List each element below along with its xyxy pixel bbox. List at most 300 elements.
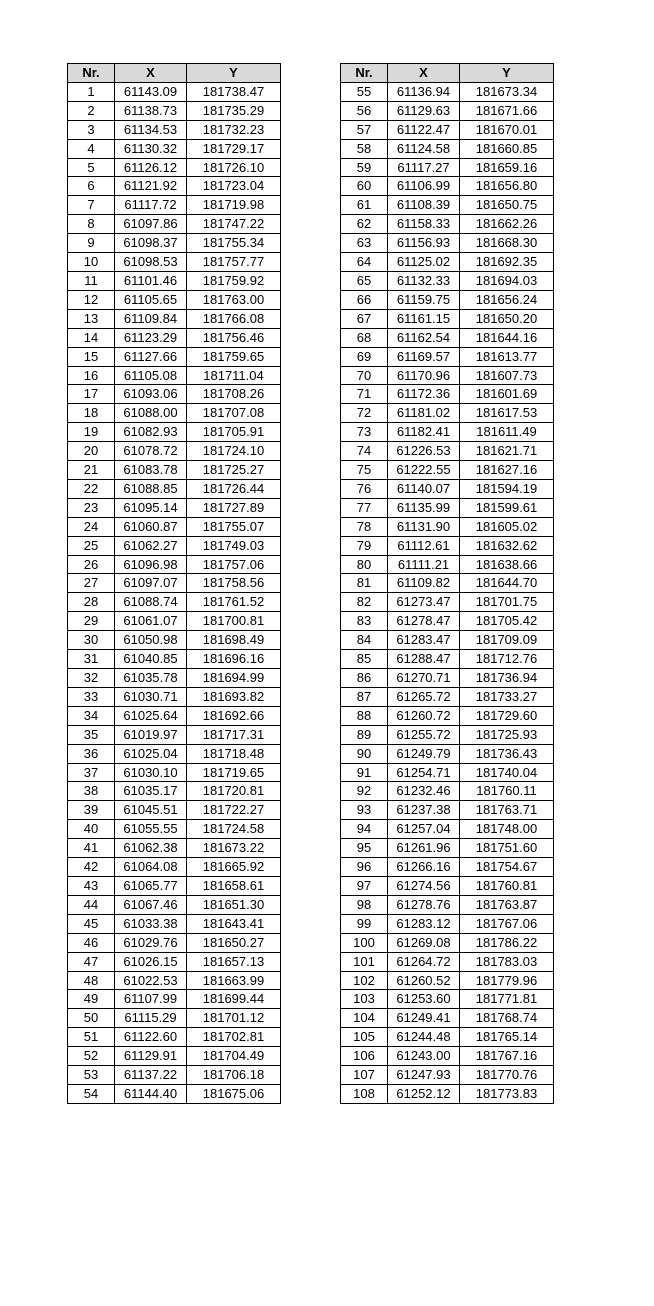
cell-nr: 60: [341, 177, 388, 196]
table-row: [68, 290, 281, 309]
table-row: [341, 706, 554, 725]
cell-nr: 95: [341, 839, 388, 858]
header-row: [341, 64, 554, 83]
cell-y: 181665.92: [187, 858, 281, 877]
cell-x: 61270.71: [388, 669, 460, 688]
cell-y: 181768.74: [460, 1009, 554, 1028]
cell-y: 181605.02: [460, 517, 554, 536]
cell-y: 181692.35: [460, 253, 554, 272]
table-row: [68, 536, 281, 555]
table-row: [341, 82, 554, 101]
cell-y: 181718.48: [187, 744, 281, 763]
cell-nr: 2: [68, 101, 115, 120]
table-row: [68, 990, 281, 1009]
cell-nr: 91: [341, 763, 388, 782]
table-body-left: [68, 82, 281, 1103]
cell-nr: 72: [341, 404, 388, 423]
cell-nr: 17: [68, 385, 115, 404]
cell-y: 181670.01: [460, 120, 554, 139]
cell-x: 61159.75: [388, 290, 460, 309]
cell-y: 181755.07: [187, 517, 281, 536]
cell-x: 61124.58: [388, 139, 460, 158]
coordinates-table-left: [67, 63, 281, 1104]
cell-nr: 28: [68, 593, 115, 612]
cell-y: 181632.62: [460, 536, 554, 555]
table-row: [68, 271, 281, 290]
cell-y: 181724.58: [187, 820, 281, 839]
table-row: [68, 971, 281, 990]
cell-x: 61117.27: [388, 158, 460, 177]
cell-nr: 57: [341, 120, 388, 139]
cell-x: 61064.08: [115, 858, 187, 877]
header-y: Y: [187, 64, 281, 83]
table-row: [341, 839, 554, 858]
table-row: [68, 895, 281, 914]
cell-nr: 41: [68, 839, 115, 858]
table-row: [68, 366, 281, 385]
cell-nr: 88: [341, 706, 388, 725]
table-row: [68, 650, 281, 669]
cell-x: 61101.46: [115, 271, 187, 290]
header-row: [68, 64, 281, 83]
table-row: [341, 479, 554, 498]
table-row: [68, 876, 281, 895]
cell-y: 181656.24: [460, 290, 554, 309]
cell-x: 61127.66: [115, 347, 187, 366]
cell-nr: 62: [341, 215, 388, 234]
table-row: [68, 498, 281, 517]
cell-nr: 70: [341, 366, 388, 385]
cell-y: 181705.91: [187, 423, 281, 442]
cell-nr: 97: [341, 876, 388, 895]
cell-x: 61172.36: [388, 385, 460, 404]
table-row: [68, 120, 281, 139]
cell-nr: 83: [341, 612, 388, 631]
header-x: X: [388, 64, 460, 83]
cell-x: 61088.00: [115, 404, 187, 423]
cell-y: 181766.08: [187, 309, 281, 328]
cell-x: 61266.16: [388, 858, 460, 877]
cell-y: 181601.69: [460, 385, 554, 404]
cell-nr: 14: [68, 328, 115, 347]
table-row: [341, 1028, 554, 1047]
table-row: [68, 593, 281, 612]
table-row: [68, 1084, 281, 1103]
cell-y: 181644.70: [460, 574, 554, 593]
cell-x: 61062.38: [115, 839, 187, 858]
cell-x: 61097.86: [115, 215, 187, 234]
cell-nr: 15: [68, 347, 115, 366]
table-row: [341, 914, 554, 933]
cell-nr: 104: [341, 1009, 388, 1028]
table-row: [341, 952, 554, 971]
cell-x: 61260.72: [388, 706, 460, 725]
table-row: [68, 158, 281, 177]
cell-x: 61222.55: [388, 461, 460, 480]
table-row: [341, 309, 554, 328]
cell-y: 181722.27: [187, 801, 281, 820]
cell-y: 181643.41: [187, 914, 281, 933]
cell-x: 61181.02: [388, 404, 460, 423]
cell-nr: 51: [68, 1028, 115, 1047]
cell-nr: 26: [68, 555, 115, 574]
cell-y: 181712.76: [460, 650, 554, 669]
table-row: [341, 669, 554, 688]
table-row: [68, 706, 281, 725]
cell-y: 181673.22: [187, 839, 281, 858]
cell-y: 181723.04: [187, 177, 281, 196]
table-row: [341, 1066, 554, 1085]
cell-y: 181599.61: [460, 498, 554, 517]
cell-y: 181696.16: [187, 650, 281, 669]
table-row: [341, 366, 554, 385]
cell-nr: 107: [341, 1066, 388, 1085]
cell-nr: 34: [68, 706, 115, 725]
cell-y: 181771.81: [460, 990, 554, 1009]
cell-y: 181747.22: [187, 215, 281, 234]
cell-x: 61138.73: [115, 101, 187, 120]
cell-x: 61065.77: [115, 876, 187, 895]
cell-y: 181644.16: [460, 328, 554, 347]
cell-y: 181671.66: [460, 101, 554, 120]
cell-nr: 11: [68, 271, 115, 290]
table-row: [68, 574, 281, 593]
table-row: [68, 101, 281, 120]
table-row: [341, 687, 554, 706]
cell-y: 181738.47: [187, 82, 281, 101]
cell-nr: 74: [341, 442, 388, 461]
table-row: [341, 933, 554, 952]
cell-x: 61261.96: [388, 839, 460, 858]
table-row: [341, 385, 554, 404]
cell-y: 181767.06: [460, 914, 554, 933]
table-row: [68, 234, 281, 253]
cell-x: 61033.38: [115, 914, 187, 933]
cell-y: 181658.61: [187, 876, 281, 895]
cell-x: 61106.99: [388, 177, 460, 196]
cell-x: 61025.64: [115, 706, 187, 725]
table-row: [341, 404, 554, 423]
header-y: Y: [460, 64, 554, 83]
cell-x: 61095.14: [115, 498, 187, 517]
cell-x: 61170.96: [388, 366, 460, 385]
table-row: [68, 196, 281, 215]
table-row: [68, 423, 281, 442]
cell-x: 61040.85: [115, 650, 187, 669]
cell-x: 61237.38: [388, 801, 460, 820]
table-row: [68, 479, 281, 498]
cell-y: 181733.27: [460, 687, 554, 706]
cell-y: 181650.27: [187, 933, 281, 952]
table-row: [68, 461, 281, 480]
table-row: [68, 253, 281, 272]
table-row: [68, 215, 281, 234]
cell-nr: 38: [68, 782, 115, 801]
cell-nr: 94: [341, 820, 388, 839]
cell-nr: 59: [341, 158, 388, 177]
cell-nr: 64: [341, 253, 388, 272]
table-row: [341, 461, 554, 480]
cell-y: 181707.08: [187, 404, 281, 423]
cell-y: 181711.04: [187, 366, 281, 385]
cell-y: 181719.65: [187, 763, 281, 782]
cell-x: 61249.79: [388, 744, 460, 763]
table-row: [68, 914, 281, 933]
cell-x: 61096.98: [115, 555, 187, 574]
cell-y: 181773.83: [460, 1084, 554, 1103]
cell-y: 181760.81: [460, 876, 554, 895]
table-row: [68, 933, 281, 952]
cell-nr: 10: [68, 253, 115, 272]
table-row: [68, 1066, 281, 1085]
cell-nr: 3: [68, 120, 115, 139]
cell-x: 61122.60: [115, 1028, 187, 1047]
cell-nr: 36: [68, 744, 115, 763]
cell-x: 61161.15: [388, 309, 460, 328]
table-row: [341, 858, 554, 877]
cell-y: 181763.00: [187, 290, 281, 309]
table-row: [68, 309, 281, 328]
cell-x: 61255.72: [388, 725, 460, 744]
cell-x: 61121.92: [115, 177, 187, 196]
cell-nr: 73: [341, 423, 388, 442]
cell-nr: 43: [68, 876, 115, 895]
cell-y: 181760.11: [460, 782, 554, 801]
cell-nr: 22: [68, 479, 115, 498]
table-body-right: [341, 82, 554, 1103]
cell-x: 61025.04: [115, 744, 187, 763]
cell-x: 61260.52: [388, 971, 460, 990]
cell-x: 61035.78: [115, 669, 187, 688]
cell-x: 61247.93: [388, 1066, 460, 1085]
cell-nr: 78: [341, 517, 388, 536]
cell-y: 181751.60: [460, 839, 554, 858]
table-row: [341, 876, 554, 895]
cell-y: 181704.49: [187, 1047, 281, 1066]
cell-nr: 106: [341, 1047, 388, 1066]
cell-nr: 93: [341, 801, 388, 820]
cell-x: 61135.99: [388, 498, 460, 517]
cell-nr: 29: [68, 612, 115, 631]
cell-nr: 61: [341, 196, 388, 215]
cell-nr: 99: [341, 914, 388, 933]
cell-y: 181594.19: [460, 479, 554, 498]
cell-nr: 52: [68, 1047, 115, 1066]
cell-nr: 31: [68, 650, 115, 669]
cell-nr: 68: [341, 328, 388, 347]
cell-nr: 23: [68, 498, 115, 517]
cell-nr: 48: [68, 971, 115, 990]
table-row: [341, 442, 554, 461]
cell-nr: 30: [68, 631, 115, 650]
table-row: [68, 725, 281, 744]
cell-y: 181767.16: [460, 1047, 554, 1066]
cell-nr: 87: [341, 687, 388, 706]
cell-nr: 100: [341, 933, 388, 952]
cell-x: 61115.29: [115, 1009, 187, 1028]
table-row: [341, 650, 554, 669]
table-row: [68, 517, 281, 536]
cell-nr: 39: [68, 801, 115, 820]
cell-y: 181758.56: [187, 574, 281, 593]
cell-y: 181765.14: [460, 1028, 554, 1047]
cell-x: 61158.33: [388, 215, 460, 234]
cell-nr: 7: [68, 196, 115, 215]
table-row: [341, 347, 554, 366]
cell-x: 61088.74: [115, 593, 187, 612]
cell-x: 61108.39: [388, 196, 460, 215]
cell-x: 61045.51: [115, 801, 187, 820]
cell-nr: 42: [68, 858, 115, 877]
cell-nr: 66: [341, 290, 388, 309]
cell-nr: 16: [68, 366, 115, 385]
cell-nr: 92: [341, 782, 388, 801]
table-row: [341, 101, 554, 120]
cell-y: 181724.10: [187, 442, 281, 461]
cell-nr: 102: [341, 971, 388, 990]
cell-y: 181720.81: [187, 782, 281, 801]
table-row: [68, 763, 281, 782]
cell-nr: 24: [68, 517, 115, 536]
table-row: [68, 744, 281, 763]
table-row: [68, 631, 281, 650]
cell-nr: 9: [68, 234, 115, 253]
cell-y: 181673.34: [460, 82, 554, 101]
cell-y: 181748.00: [460, 820, 554, 839]
header-nr: Nr.: [341, 64, 388, 83]
cell-x: 61254.71: [388, 763, 460, 782]
cell-y: 181779.96: [460, 971, 554, 990]
cell-x: 61060.87: [115, 517, 187, 536]
cell-x: 61105.08: [115, 366, 187, 385]
coordinates-table-right: [340, 63, 554, 1104]
cell-x: 61123.29: [115, 328, 187, 347]
cell-nr: 80: [341, 555, 388, 574]
cell-y: 181668.30: [460, 234, 554, 253]
cell-nr: 45: [68, 914, 115, 933]
cell-x: 61055.55: [115, 820, 187, 839]
cell-x: 61278.47: [388, 612, 460, 631]
cell-y: 181736.94: [460, 669, 554, 688]
table-row: [341, 782, 554, 801]
cell-nr: 20: [68, 442, 115, 461]
cell-nr: 49: [68, 990, 115, 1009]
table-row: [68, 820, 281, 839]
cell-x: 61252.12: [388, 1084, 460, 1103]
cell-nr: 84: [341, 631, 388, 650]
cell-nr: 90: [341, 744, 388, 763]
cell-x: 61093.06: [115, 385, 187, 404]
cell-x: 61111.21: [388, 555, 460, 574]
table-row: [341, 158, 554, 177]
cell-nr: 53: [68, 1066, 115, 1085]
cell-y: 181757.06: [187, 555, 281, 574]
cell-x: 61026.15: [115, 952, 187, 971]
cell-y: 181756.46: [187, 328, 281, 347]
cell-nr: 67: [341, 309, 388, 328]
cell-y: 181627.16: [460, 461, 554, 480]
cell-x: 61050.98: [115, 631, 187, 650]
cell-x: 61249.41: [388, 1009, 460, 1028]
table-row: [68, 347, 281, 366]
cell-x: 61278.76: [388, 895, 460, 914]
cell-nr: 71: [341, 385, 388, 404]
table-row: [341, 763, 554, 782]
cell-x: 61131.90: [388, 517, 460, 536]
cell-y: 181699.44: [187, 990, 281, 1009]
cell-y: 181705.42: [460, 612, 554, 631]
cell-nr: 35: [68, 725, 115, 744]
table-row: [341, 423, 554, 442]
table-row: [68, 404, 281, 423]
cell-nr: 8: [68, 215, 115, 234]
table-row: [341, 744, 554, 763]
cell-x: 61169.57: [388, 347, 460, 366]
cell-x: 61243.00: [388, 1047, 460, 1066]
table-row: [68, 139, 281, 158]
cell-nr: 69: [341, 347, 388, 366]
cell-x: 61107.99: [115, 990, 187, 1009]
cell-x: 61082.93: [115, 423, 187, 442]
cell-nr: 25: [68, 536, 115, 555]
cell-nr: 89: [341, 725, 388, 744]
cell-nr: 32: [68, 669, 115, 688]
table-row: [68, 952, 281, 971]
cell-x: 61030.71: [115, 687, 187, 706]
cell-nr: 33: [68, 687, 115, 706]
cell-y: 181709.09: [460, 631, 554, 650]
cell-y: 181719.98: [187, 196, 281, 215]
cell-x: 61117.72: [115, 196, 187, 215]
cell-nr: 75: [341, 461, 388, 480]
table-row: [68, 385, 281, 404]
cell-x: 61274.56: [388, 876, 460, 895]
table-row: [341, 895, 554, 914]
cell-y: 181650.75: [460, 196, 554, 215]
cell-x: 61232.46: [388, 782, 460, 801]
table-row: [68, 687, 281, 706]
cell-x: 61273.47: [388, 593, 460, 612]
cell-x: 61162.54: [388, 328, 460, 347]
cell-y: 181735.29: [187, 101, 281, 120]
cell-y: 181763.71: [460, 801, 554, 820]
cell-x: 61288.47: [388, 650, 460, 669]
cell-nr: 63: [341, 234, 388, 253]
cell-y: 181759.92: [187, 271, 281, 290]
cell-y: 181694.99: [187, 669, 281, 688]
cell-nr: 6: [68, 177, 115, 196]
cell-y: 181726.44: [187, 479, 281, 498]
cell-y: 181702.81: [187, 1028, 281, 1047]
cell-x: 61156.93: [388, 234, 460, 253]
cell-y: 181755.34: [187, 234, 281, 253]
cell-y: 181729.60: [460, 706, 554, 725]
table-row: [341, 574, 554, 593]
table-row: [341, 990, 554, 1009]
cell-y: 181692.66: [187, 706, 281, 725]
cell-x: 61019.97: [115, 725, 187, 744]
table-row: [68, 839, 281, 858]
table-row: [68, 1028, 281, 1047]
cell-x: 61137.22: [115, 1066, 187, 1085]
cell-x: 61265.72: [388, 687, 460, 706]
cell-nr: 1: [68, 82, 115, 101]
cell-y: 181698.49: [187, 631, 281, 650]
cell-x: 61083.78: [115, 461, 187, 480]
table-row: [341, 517, 554, 536]
header-nr: Nr.: [68, 64, 115, 83]
cell-nr: 103: [341, 990, 388, 1009]
